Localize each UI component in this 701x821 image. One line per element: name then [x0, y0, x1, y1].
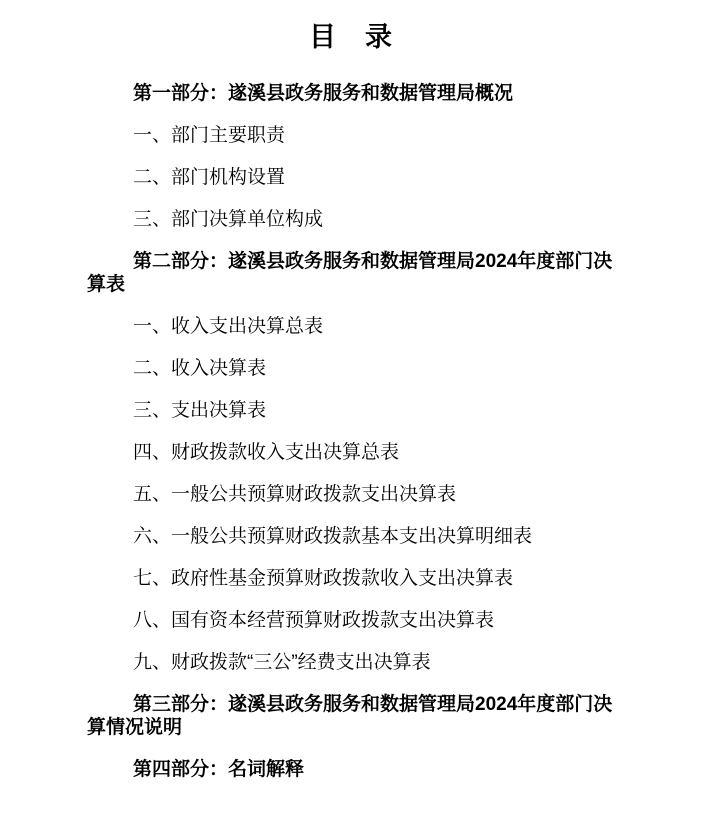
toc-entry: 二、收入决算表 — [133, 358, 267, 379]
toc-entry: 二、部门机构设置 — [133, 167, 286, 188]
toc-entry: 五、一般公共预算财政拨款支出决算表 — [133, 484, 457, 505]
toc-entry: 七、政府性基金预算财政拨款收入支出决算表 — [133, 568, 514, 589]
toc-entry: 三、支出决算表 — [133, 400, 267, 421]
toc-entry: 一、部门主要职责 — [133, 125, 286, 146]
toc-entry: 四、财政拨款收入支出决算总表 — [133, 442, 400, 463]
toc-entry: 三、部门决算单位构成 — [133, 209, 324, 230]
toc-entry: 六、一般公共预算财政拨款基本支出决算明细表 — [133, 526, 533, 547]
toc-section-1-heading: 第一部分：遂溪县政务服务和数据管理局概况 — [133, 83, 514, 104]
page-title: 目 录 — [309, 22, 393, 52]
toc-section-2-heading: 第二部分：遂溪县政务服务和数据管理局2024年度部门决算表 — [87, 251, 613, 295]
toc-entry: 一、收入支出决算总表 — [133, 316, 324, 337]
toc-entry: 八、国有资本经营预算财政拨款支出决算表 — [133, 610, 495, 631]
toc-entry: 九、财政拨款“三公”经费支出决算表 — [133, 652, 431, 673]
toc-section-4-heading: 第四部分：名词解释 — [133, 759, 305, 780]
toc-section-3-heading: 第三部分：遂溪县政务服务和数据管理局2024年度部门决算情况说明 — [87, 694, 613, 738]
